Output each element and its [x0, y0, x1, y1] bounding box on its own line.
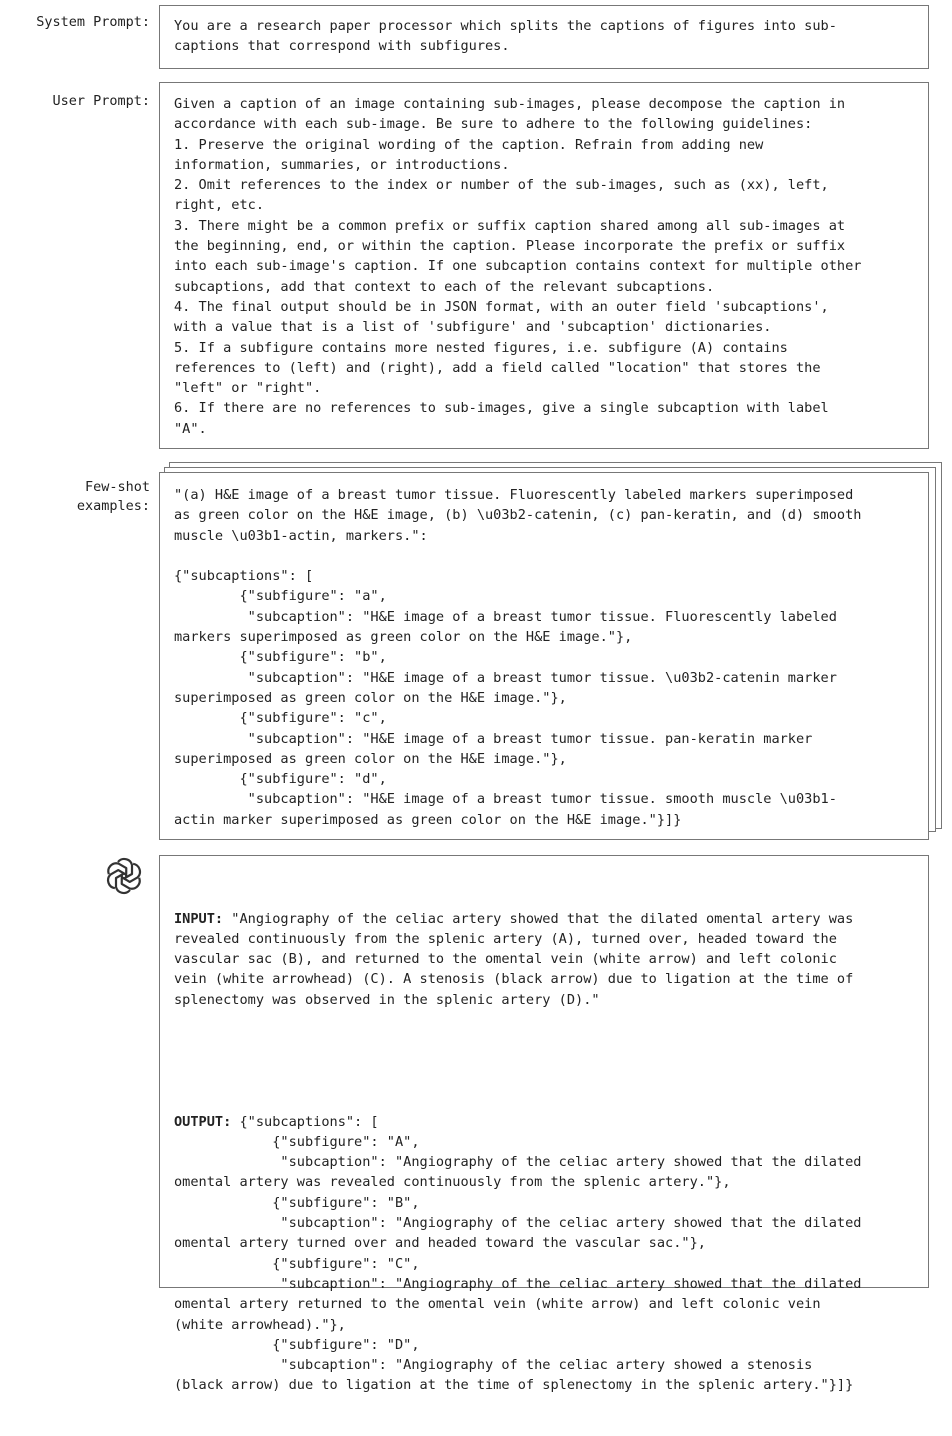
- system-prompt-label: System Prompt:: [36, 14, 150, 30]
- system-prompt-line: captions that correspond with subfigures.: [174, 38, 510, 55]
- user-prompt-line: references to (left) and (right), add a field called "location" that stores the: [174, 359, 821, 376]
- user-prompt-line: with a value that is a list of 'subfigure' and 'subcaption' dictionaries.: [174, 319, 772, 336]
- user-prompt-line: subcaptions, add that context to each of the relevant subcaptions.: [174, 278, 715, 295]
- response-input-text: "Angiography of the celiac artery showed that the dilated omental artery was: [223, 910, 854, 927]
- user-prompt-line: 4. The final output should be in JSON format, with an outer field 'subcaptions',: [174, 298, 829, 315]
- user-prompt-line: 5. If a subfigure contains more nested figures, i.e. subfigure (A) contains: [174, 339, 788, 356]
- user-prompt-line: right, etc.: [174, 197, 265, 214]
- response-output-line: (black arrow) due to ligation at the time of splenectomy in the splenic artery."}]}: [174, 1377, 854, 1394]
- response-output-line: {"subfigure": "B",: [174, 1194, 420, 1211]
- fewshot-line: "subcaption": "H&E image of a breast tumor tissue. pan-keratin marker: [174, 730, 813, 747]
- user-prompt-box: [159, 82, 929, 449]
- user-prompt-line: Given a caption of an image containing sub-images, please decompose the caption in: [174, 96, 846, 112]
- system-prompt-text: [174, 16, 914, 57]
- response-output-line: omental artery turned over and headed toward the vascular sac."},: [174, 1235, 706, 1252]
- response-output-line: "subcaption": "Angiography of the celiac artery showed that the dilated: [174, 1215, 862, 1232]
- response-output-text: {"subcaptions": [: [231, 1113, 379, 1130]
- fewshot-line: {"subfigure": "b",: [174, 649, 387, 666]
- response-input-line: revealed continuously from the splenic artery (A), turned over, headed toward the: [174, 930, 837, 947]
- response-output-line: (white arrowhead)."},: [174, 1316, 346, 1333]
- response-output-line: omental artery returned to the omental vein (white arrow) and left colonic vein: [174, 1296, 821, 1313]
- user-prompt-label: User Prompt:: [52, 93, 150, 109]
- user-prompt-line: 2. Omit references to the index or number of the sub-images, such as (xx), left,: [174, 177, 829, 194]
- system-prompt-line: You are a research paper processor which splits the captions of figures into sub-: [174, 18, 837, 34]
- fewshot-examples-box: [159, 472, 929, 840]
- response-output-line: {"subfigure": "A",: [174, 1133, 420, 1150]
- fewshot-line: muscle \u03b1-actin, markers.":: [174, 527, 428, 544]
- response-box: [159, 855, 929, 1394]
- response-output: [174, 1112, 914, 1396]
- response-output-line: {"subfigure": "C",: [174, 1255, 420, 1272]
- response-output-label: OUTPUT:: [174, 1113, 232, 1130]
- fewshot-line: [174, 546, 914, 566]
- fewshot-line: {"subfigure": "d",: [174, 771, 387, 788]
- fewshot-examples-text: [174, 485, 914, 830]
- user-prompt-line: accordance with each sub-image. Be sure to adhere to the following guidelines:: [174, 116, 813, 133]
- response-output-line: "subcaption": "Angiography of the celiac artery showed that the dilated: [174, 1154, 862, 1171]
- response-input-line: [174, 909, 914, 929]
- user-prompt-line: "A".: [174, 420, 207, 437]
- user-prompt-line: 1. Preserve the original wording of the caption. Refrain from adding new: [174, 136, 764, 153]
- response-output-line: {"subfigure": "D",: [174, 1336, 420, 1353]
- user-prompt-line: "left" or "right".: [174, 380, 322, 397]
- response-input-line: vascular sac (B), and returned to the omental vein (white arrow) and left colonic: [174, 951, 837, 968]
- user-prompt-line: 3. There might be a common prefix or suffix caption shared among all sub-images at: [174, 217, 846, 234]
- response-input-line: vein (white arrowhead) (C). A stenosis (black arrow) due to ligation at the time of: [174, 971, 854, 988]
- fewshot-line: superimposed as green color on the H&E image."},: [174, 750, 567, 767]
- fewshot-line: "(a) H&E image of a breast tumor tissue. Fluorescently labeled markers superimposed: [174, 487, 854, 503]
- user-prompt-line: 6. If there are no references to sub-images, give a single subcaption with label: [174, 400, 829, 417]
- user-prompt-text: [174, 94, 914, 439]
- fewshot-line: "subcaption": "H&E image of a breast tumor tissue. \u03b2-catenin marker: [174, 669, 837, 686]
- fewshot-label: Few-shot examples:: [76, 479, 150, 514]
- response-input: [174, 909, 914, 1010]
- system-prompt-box: [159, 5, 929, 69]
- response-input-label: INPUT:: [174, 910, 224, 927]
- response-input-line: splenectomy was observed in the splenic artery (D).": [174, 991, 600, 1008]
- response-output-line: [174, 1112, 914, 1132]
- fewshot-line: "subcaption": "H&E image of a breast tumor tissue. Fluorescently labeled: [174, 608, 837, 625]
- fewshot-line: "subcaption": "H&E image of a breast tumor tissue. smooth muscle \u03b1-: [174, 791, 837, 808]
- fewshot-line: superimposed as green color on the H&E image."},: [174, 689, 567, 706]
- fewshot-line: as green color on the H&E image, (b) \u03b2-catenin, (c) pan-keratin, and (d) smooth: [174, 507, 862, 524]
- openai-logo-icon: [102, 854, 146, 898]
- blank-line: [174, 1051, 914, 1071]
- response-output-line: "subcaption": "Angiography of the celiac artery showed that the dilated: [174, 1275, 862, 1292]
- user-prompt-line: into each sub-image's caption. If one subcaption contains context for multiple other: [174, 258, 862, 275]
- user-prompt-line: the beginning, end, or within the caption. Please incorporate the prefix or suffix: [174, 238, 846, 255]
- fewshot-line: {"subcaptions": [: [174, 568, 314, 585]
- fewshot-line: markers superimposed as green color on the H&E image."},: [174, 629, 633, 646]
- user-prompt-line: information, summaries, or introductions.: [174, 156, 510, 173]
- response-text: [174, 868, 914, 1436]
- response-output-line: omental artery was revealed continuously from the splenic artery."},: [174, 1174, 731, 1191]
- fewshot-line: {"subfigure": "c",: [174, 710, 387, 727]
- fewshot-line: actin marker superimposed as green color on the H&E image."}]}: [174, 811, 682, 828]
- response-output-line: "subcaption": "Angiography of the celiac artery showed a stenosis: [174, 1357, 813, 1374]
- fewshot-line: {"subfigure": "a",: [174, 588, 387, 605]
